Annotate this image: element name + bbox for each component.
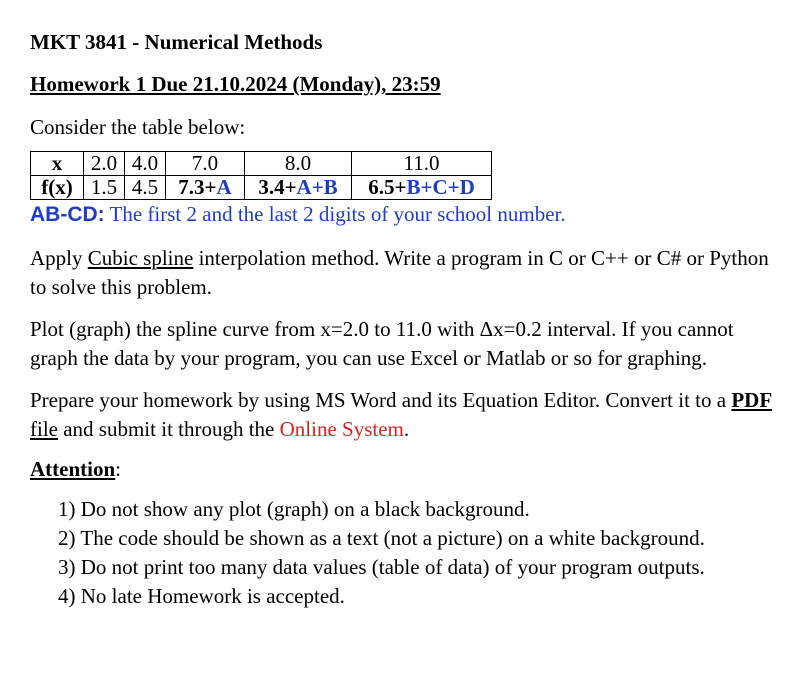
table-row-x <box>31 152 492 176</box>
cubic-spline-term: Cubic spline <box>87 246 194 270</box>
table-cell: 7.0 <box>166 152 245 176</box>
list-item: 4) No late Homework is accepted. <box>58 584 345 608</box>
note-text: The first 2 and the last 2 digits of your school number. <box>104 202 566 226</box>
paragraph-text: Prepare your homework by using MS Word and its Equation Editor. Convert it to a <box>30 388 732 412</box>
school-number-note <box>30 202 780 227</box>
x-header-cell: x <box>31 152 84 176</box>
table-cell <box>352 176 492 200</box>
table-cell: 11.0 <box>352 152 492 176</box>
table-cell: 2.0 <box>84 152 125 176</box>
online-system-link[interactable]: Online System <box>279 417 404 441</box>
fx-value: 3.4+ <box>258 175 297 199</box>
attention-label: Attention <box>30 457 116 481</box>
paragraph-submit <box>30 386 780 444</box>
table-cell: 4.5 <box>125 176 166 200</box>
fx-variable: A <box>216 175 232 199</box>
file-term: file <box>30 417 58 441</box>
list-item: 2) The code should be shown as a text (not a picture) on a white background. <box>58 526 705 550</box>
attention-colon: : <box>115 457 122 481</box>
paragraph-text: Apply <box>30 246 88 270</box>
table-cell: 1.5 <box>84 176 125 200</box>
paragraph-plot: Plot (graph) the spline curve from x=2.0 to 11.0 with Δx=0.2 interval. If you cannot graph the data by your program, you can use Excel or Matlab or so for graphing. <box>30 317 734 370</box>
list-item: 1) Do not show any plot (graph) on a black background. <box>58 497 530 521</box>
paragraph-method <box>30 244 780 302</box>
paragraph-text: . <box>403 417 410 441</box>
table-cell: 8.0 <box>245 152 352 176</box>
table-cell <box>166 176 245 200</box>
fx-value: 7.3+ <box>178 175 217 199</box>
fx-variable: A+B <box>296 175 338 199</box>
rules-list <box>30 495 780 611</box>
paragraph-text: and submit it through the <box>57 417 280 441</box>
list-item: 3) Do not print too many data values (table of data) of your program outputs. <box>58 555 705 579</box>
homework-title: Homework 1 Due 21.10.2024 (Monday), 23:59 <box>30 72 441 96</box>
intro-text: Consider the table below: <box>30 115 246 139</box>
fx-header-cell: f(x) <box>31 176 84 200</box>
fx-value: 6.5+ <box>368 175 407 199</box>
note-label: AB-CD: <box>30 203 105 226</box>
table-row-fx <box>31 176 492 200</box>
attention-heading <box>30 457 780 481</box>
data-table <box>30 151 492 200</box>
pdf-term: PDF <box>731 388 773 412</box>
course-title: MKT 3841 - Numerical Methods <box>30 30 323 54</box>
table-cell: 4.0 <box>125 152 166 176</box>
paragraph-text: interpolation method. Write a program in C or C++ or C# or Python to solve this problem. <box>30 246 769 299</box>
table-cell <box>245 176 352 200</box>
fx-variable: B+C+D <box>406 175 475 199</box>
